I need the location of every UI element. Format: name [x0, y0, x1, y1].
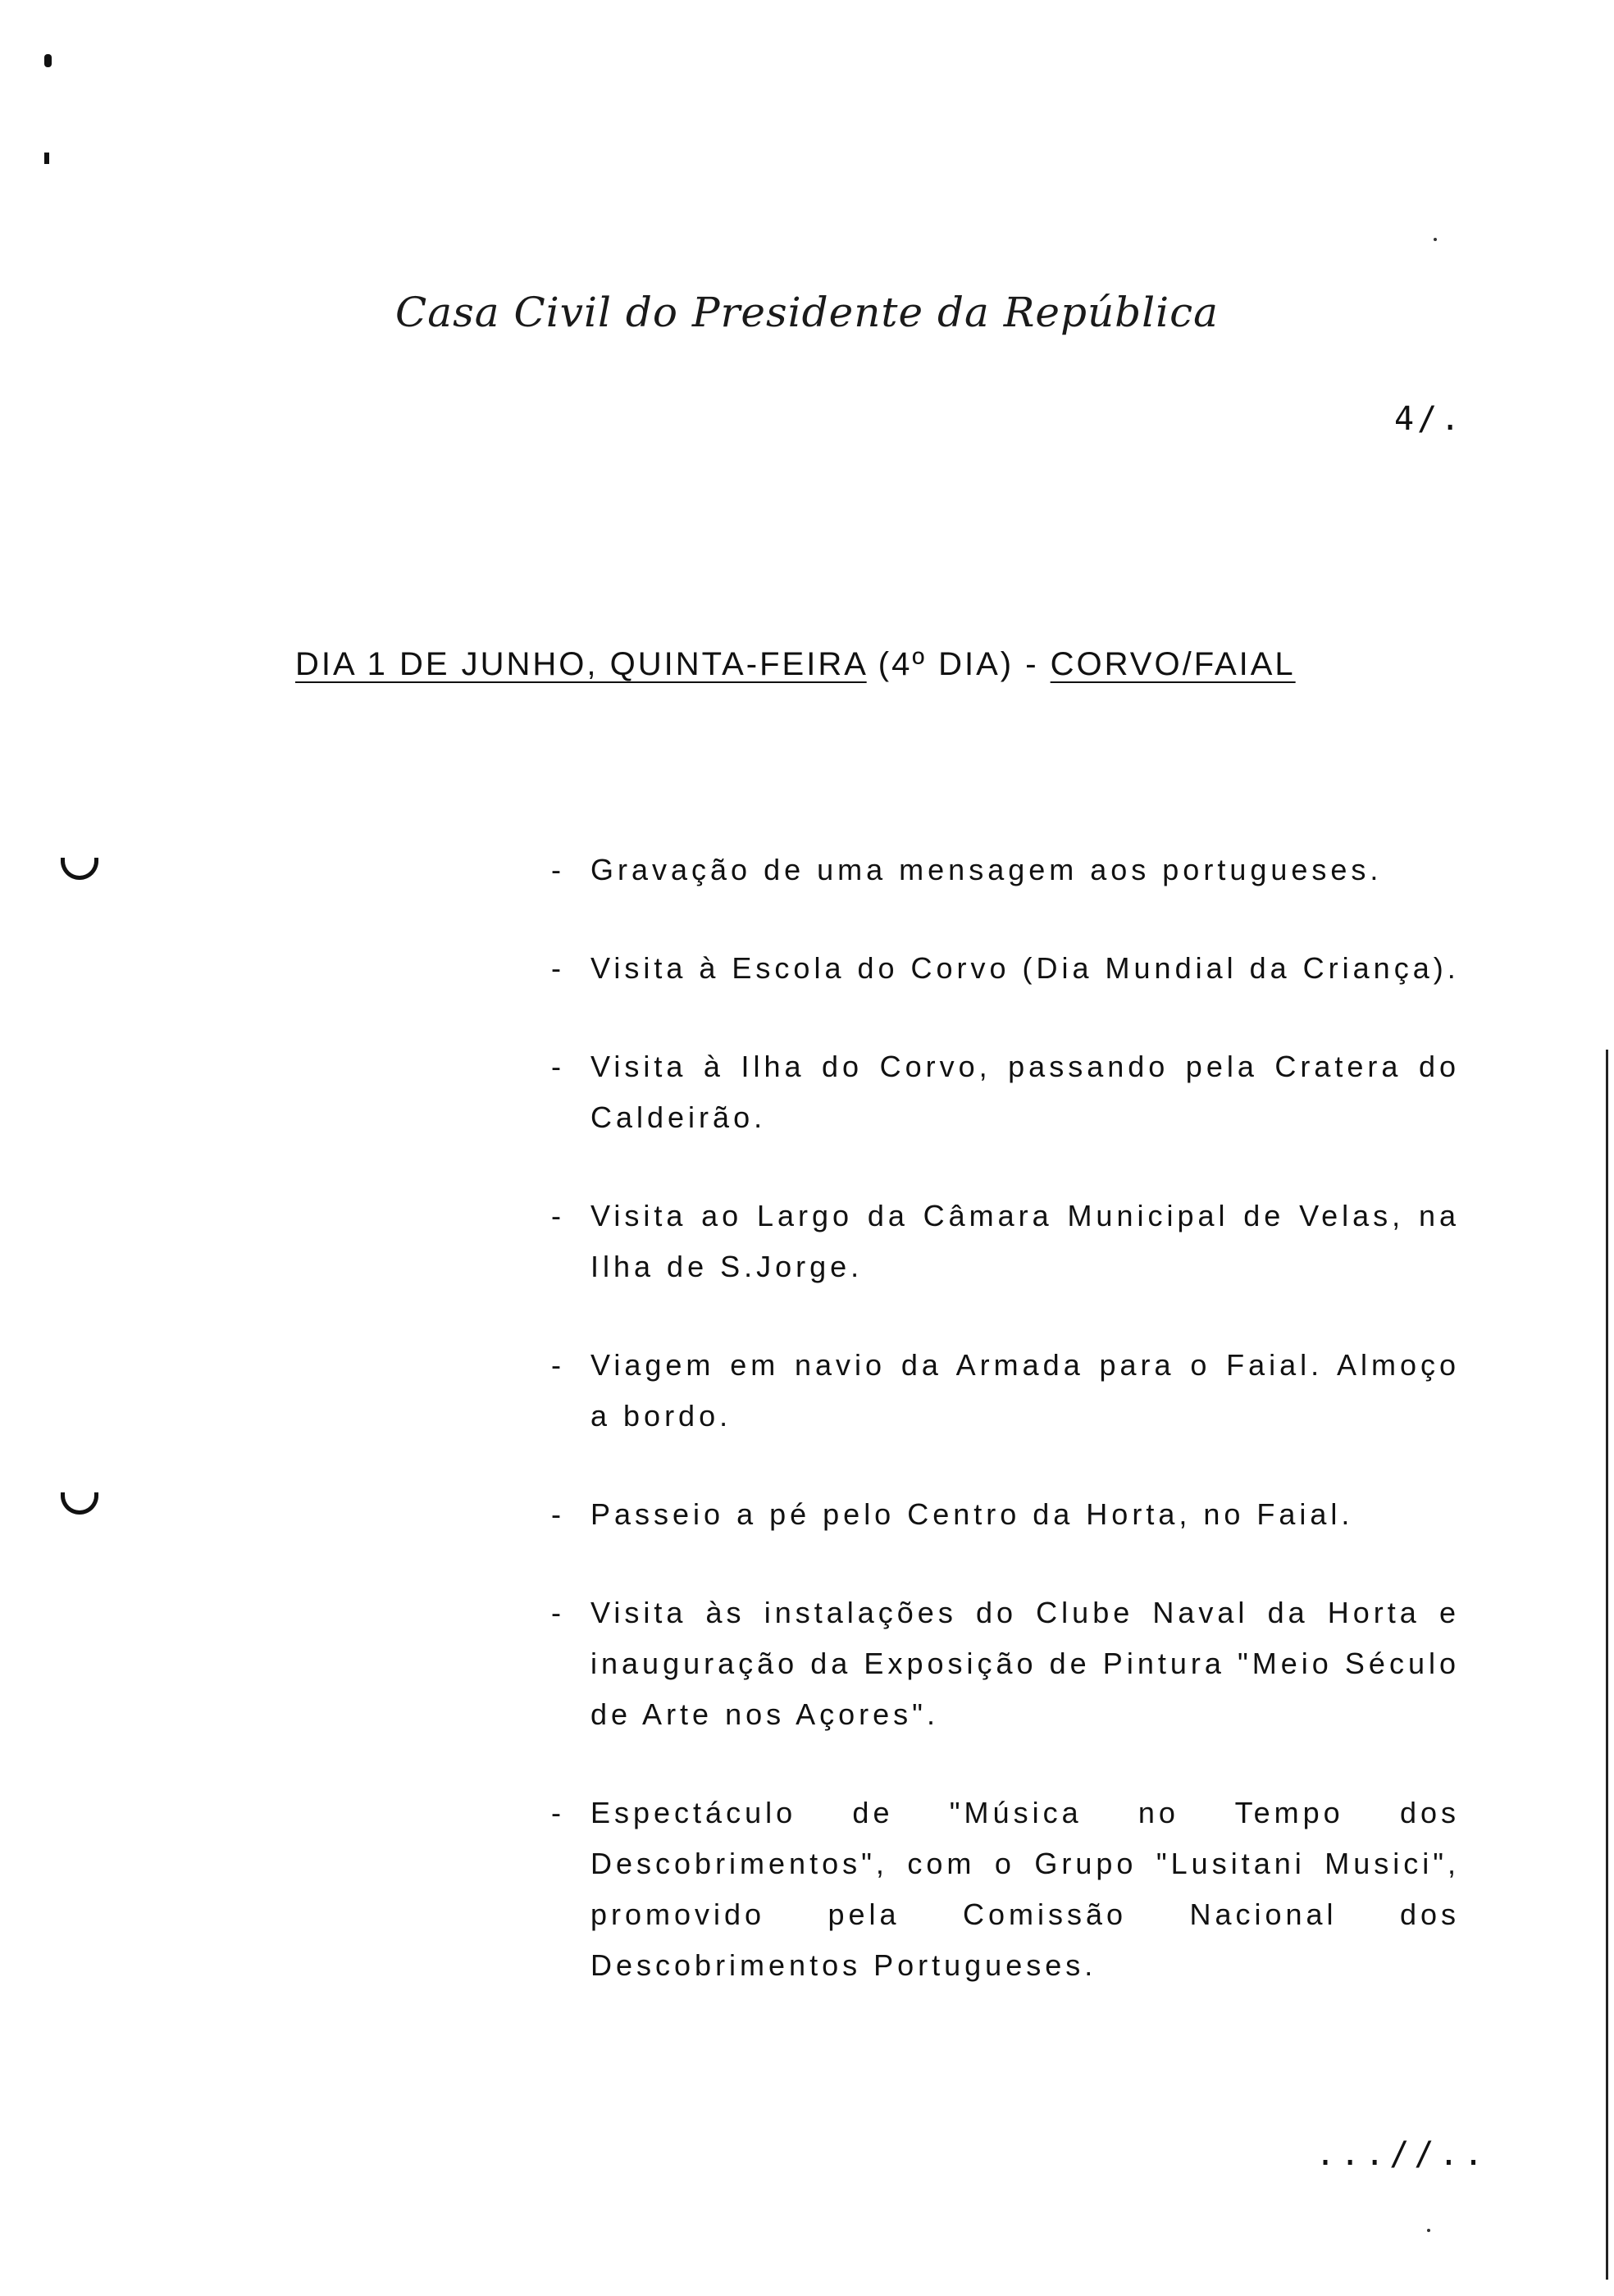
scan-mark — [44, 153, 49, 164]
day-heading — [295, 646, 1296, 683]
list-item — [551, 1788, 1460, 1991]
item-dash: - — [551, 1348, 565, 1382]
continuation-mark: ...//.. — [1315, 2135, 1489, 2173]
page-number: 4/. — [1394, 400, 1464, 438]
scan-mark — [44, 54, 52, 67]
item-text: Visita à Ilha do Corvo, passando pela Cratera do Caldeirão. — [590, 1050, 1460, 1134]
item-dash: - — [551, 1050, 565, 1083]
scan-dot — [1434, 238, 1437, 241]
item-dash: - — [551, 951, 565, 985]
item-text: Espectáculo de "Música no Tempo dos Descobrimentos", com o Grupo "Lusitani Musici", promovido pela Comissão Nacional dos Descobrimentos Portugueses. — [590, 1796, 1460, 1982]
item-text: Viagem em navio da Armada para o Faial. Almoço a bordo. — [590, 1348, 1460, 1433]
item-text: Visita à Escola do Corvo (Dia Mundial da Criança). — [590, 951, 1460, 985]
list-item — [551, 1041, 1460, 1143]
list-item — [551, 1191, 1460, 1292]
list-item — [551, 1340, 1460, 1442]
item-dash: - — [551, 1596, 565, 1629]
list-item — [551, 1489, 1460, 1540]
list-item — [551, 845, 1460, 895]
letterhead: Casa Civil do Presidente da República — [395, 289, 1219, 336]
heading-location: CORVO/FAIAL — [1050, 646, 1296, 682]
punch-hole-mark — [61, 858, 98, 880]
item-text: Visita às instalações do Clube Naval da Horta e inauguração da Exposição de Pintura "Meio Século de Arte nos Açores". — [590, 1596, 1460, 1731]
list-item — [551, 943, 1460, 994]
item-dash: - — [551, 1199, 565, 1232]
scan-dot — [1427, 2229, 1430, 2232]
page-edge-line — [1606, 1050, 1608, 2280]
item-text: Gravação de uma mensagem aos portugueses. — [590, 853, 1383, 886]
item-dash: - — [551, 1497, 565, 1531]
item-dash: - — [551, 853, 565, 886]
item-text: Passeio a pé pelo Centro da Horta, no Faial. — [590, 1497, 1354, 1531]
heading-day: (4º DIA) - — [866, 646, 1051, 682]
heading-date: DIA 1 DE JUNHO, QUINTA-FEIRA — [295, 646, 867, 682]
item-text: Visita ao Largo da Câmara Municipal de Velas, na Ilha de S.Jorge. — [590, 1199, 1460, 1283]
item-dash: - — [551, 1796, 565, 1829]
punch-hole-mark — [61, 1492, 98, 1515]
list-item — [551, 1588, 1460, 1740]
itinerary-list — [551, 845, 1460, 2039]
